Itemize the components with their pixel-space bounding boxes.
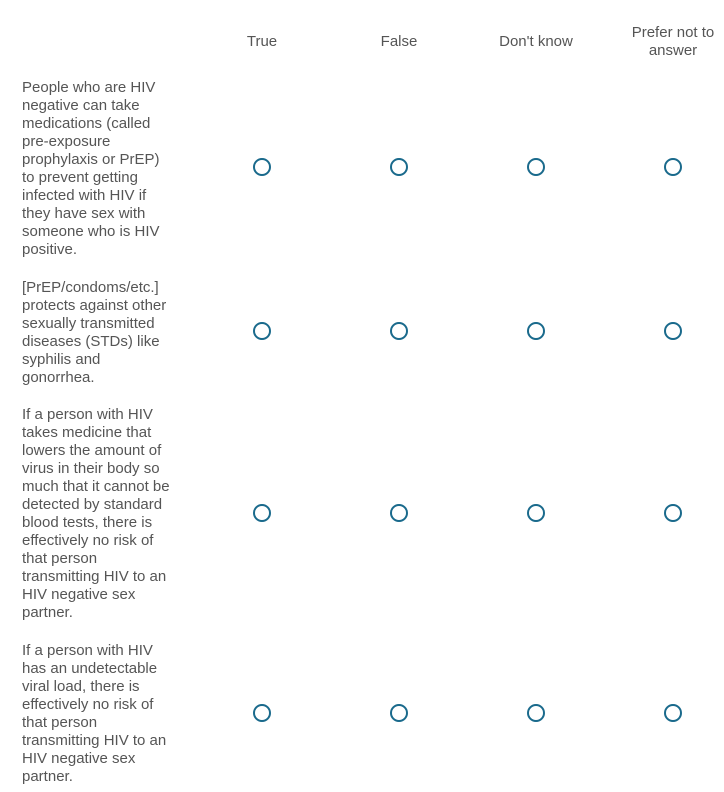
row-statement: If a person with HIV takes medicine that lowers the amount of virus in their body so much that it cannot be detected by standard blood tests, there is effectively no risk of that person transmitting HIV to an HIV negative sex partner. bbox=[22, 406, 170, 621]
radio-row4-false[interactable] bbox=[390, 704, 408, 722]
radio-row3-dont-know[interactable] bbox=[527, 504, 545, 522]
radio-row3-prefer-not[interactable] bbox=[664, 504, 682, 522]
radio-row2-false[interactable] bbox=[390, 322, 408, 340]
row-statement: [PrEP/condoms/etc.] protects against other sexually transmitted diseases (STDs) like syphilis and gonorrhea. bbox=[22, 279, 167, 386]
radio-row1-true[interactable] bbox=[253, 158, 271, 176]
column-header-true: True bbox=[246, 33, 278, 50]
radio-row4-dont-know[interactable] bbox=[527, 704, 545, 722]
radio-row3-false[interactable] bbox=[390, 504, 408, 522]
column-header-dont-know: Don't know bbox=[499, 33, 573, 50]
radio-row1-prefer-not[interactable] bbox=[664, 158, 682, 176]
radio-row3-true[interactable] bbox=[253, 504, 271, 522]
radio-row2-dont-know[interactable] bbox=[527, 322, 545, 340]
radio-row1-false[interactable] bbox=[390, 158, 408, 176]
column-header-prefer-not-to-answer: Prefer not to answer bbox=[631, 24, 715, 59]
radio-row4-true[interactable] bbox=[253, 704, 271, 722]
column-header-false: False bbox=[380, 33, 418, 50]
radio-row1-dont-know[interactable] bbox=[527, 158, 545, 176]
radio-row4-prefer-not[interactable] bbox=[664, 704, 682, 722]
radio-row2-prefer-not[interactable] bbox=[664, 322, 682, 340]
row-statement: If a person with HIV has an undetectable viral load, there is effectively no risk of that person transmitting HIV to an HIV negative sex partner. bbox=[22, 642, 167, 785]
radio-row2-true[interactable] bbox=[253, 322, 271, 340]
row-statement: People who are HIV negative can take medications (called pre-exposure prophylaxis or PrEP) to prevent getting infected with HIV if they have sex with someone who is HIV positive. bbox=[22, 79, 160, 258]
